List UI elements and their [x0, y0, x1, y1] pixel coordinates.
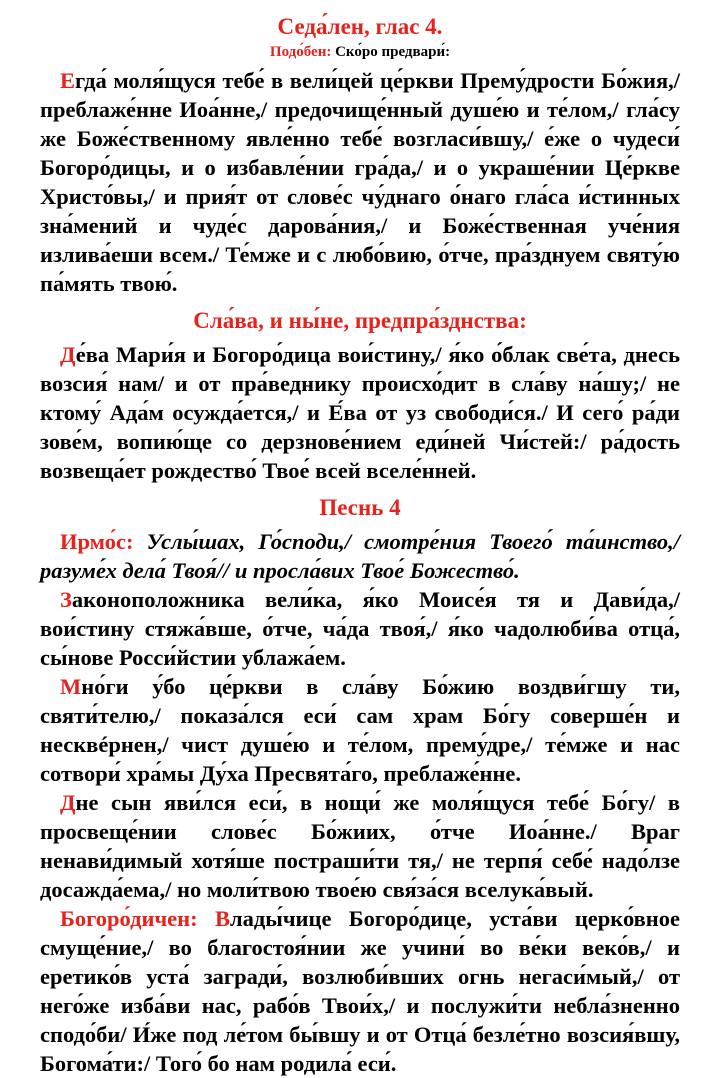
bogorodichen-paragraph	[40, 904, 680, 1078]
sedalen-text: гда́ моля́щуся тебе́ в вели́цей це́ркви Прему́дрости Бо́жия,/ преблаже́нне Иоа́нне,/ предочище́нный душе́ю и те́лом,/ гла́су же Боже́ственному явле́нно тебе́ возгласи́вшу,/ е́же о чудеси́ Богоро́дицы, и о избавле́нии гра́да,/ и о украше́нии Це́ркве Христо́вы,/ и прия́т от слове́с чу́днаго о́наго гла́са и́стинных зна́мений и чуде́с дарова́ния,/ и Боже́ственная уче́ния излива́еши всем./ Те́мже и с любо́вию, о́тче, пра́зднуем святу́ю па́мять твою́.	[40, 68, 680, 296]
podoben-text: Ско́ро предвари́:	[335, 44, 451, 60]
bogorodichen-label: Богоро́дичен:	[60, 906, 198, 931]
drop-initial: В	[215, 906, 231, 931]
bogorodichen-text: лады́чице Богоро́дице, уста́ви церко́вное смуще́ние,/ во благостоя́нии же учини́ во ве́ки веко́в,/ и еретико́в уста́ загради́, возлюби́вших огнь негаси́мый,/ от него́же изба́ви нас, рабо́в Твои́х,/ и послужи́ти небла́зненно сподо́би/ И́же под ле́том бы́вшу и от Отца́ безле́тно возсия́вшу, Богома́ти:/ Того́ бо нам родила́ еси́.	[40, 906, 680, 1076]
drop-initial: Д	[60, 790, 76, 815]
drop-initial: Д	[60, 342, 76, 367]
drop-initial: Е	[60, 68, 76, 93]
slava-heading: Сла́ва, и ны́не, предпра́зднства:	[193, 308, 527, 333]
troparion-text: аконоположника вели́ка, я́ко Моисе́я тя и Дави́да,/ вои́стину стяжа́вше, о́тче, ча́да твоя́,/ я́ко чадолюби́ва отца́, сы́нове Росси́йстии ублажа́ем.	[40, 587, 680, 670]
podoben-label: Подо́бен:	[269, 44, 332, 60]
irmos-text: Услы́шах, Го́споди,/ смотре́ния Твоего́ та́инство,/ разуме́х дела́ Твоя́// и просла́вих Твое́ Божество́.	[40, 529, 680, 583]
podoben-line	[40, 42, 680, 62]
slava-paragraph	[40, 340, 680, 485]
drop-initial: З	[60, 587, 72, 612]
troparion-3	[40, 788, 680, 904]
troparion-text: не сын яви́лся еси́, в нощи́ же моля́щуся тебе́ Бо́гу/ в просвеще́нии слове́с Бо́жиих, о́тче Иоа́нне./ Враг ненави́димый хотя́ше постраши́ти тя,/ не терпя́ себе́ надо́лзе досажда́ема,/ но моли́твою твое́ю свя́за́ся вселука́вый.	[40, 790, 680, 902]
sedalen-heading: Седа́лен, глас 4.	[277, 14, 443, 39]
drop-initial: М	[60, 674, 82, 699]
sedalen-paragraph	[40, 66, 680, 298]
slava-text: е́ва Мари́я и Богоро́дица вои́стину,/ я́ко о́блак све́та, днесь возсия́ нам/ и от пра́веднику происхо́дит в сла́ву на́шу;/ не ктому́ Ада́м осужда́ется,/ и Е́ва от уз свободи́ся./ И сего́ ра́ди зове́м, вопию́ще со дерзнове́нием еди́ней Чи́стей:/ ра́дость возвеща́ет рождество́ Твое́ всей вселе́нней.	[40, 342, 680, 483]
troparion-1	[40, 585, 680, 672]
troparion-2	[40, 672, 680, 788]
troparion-text: но́ги у́бо це́ркви в сла́ву Бо́жию воздви́гшу ти, святи́телю,/ показа́лся еси́ сам храм Бо́гу соверше́н и несквéрнен,/ чист душе́ю и те́лом, прему́дре,/ те́мже и нас сотвори́ хра́мы Ду́ха Пресвята́го, преблаже́нне.	[40, 674, 680, 786]
pesn-heading: Песнь 4	[319, 495, 401, 520]
irmos-paragraph	[40, 527, 680, 585]
irmos-label: Ирмо́с:	[60, 529, 134, 554]
